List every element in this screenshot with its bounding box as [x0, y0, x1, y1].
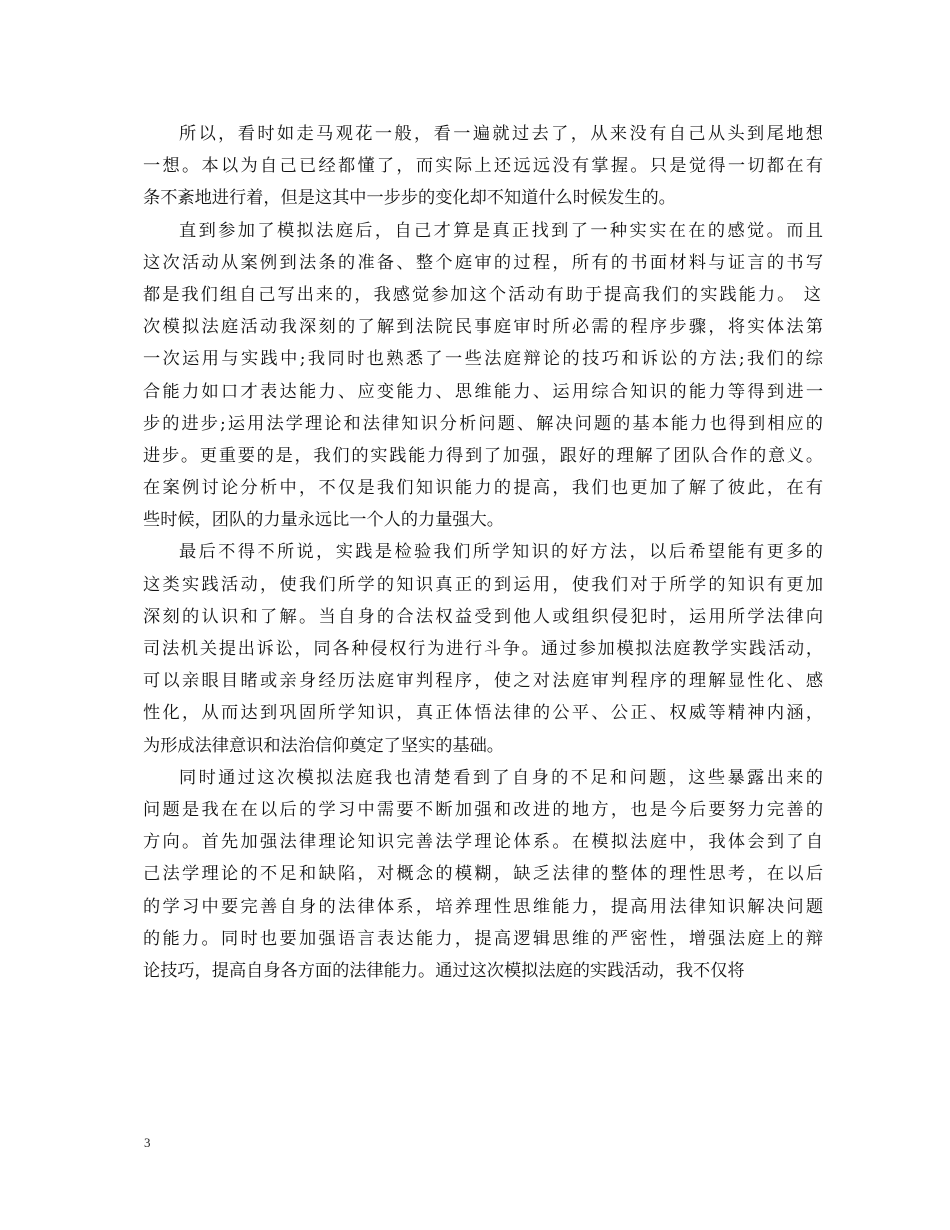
text-line: 一想。本以为自己已经都懂了，而实际上还远远没有掌握。只是觉得一切都在有 — [143, 156, 826, 177]
text-line: 些时候，团队的力量永远比一个人的力量强大。 — [143, 510, 504, 531]
text-line: 方向。首先加强法律理论知识完善法学理论体系。在模拟法庭中，我体会到了自 — [143, 832, 826, 853]
text-line: 为形成法律意识和法治信仰奠定了坚实的基础。 — [143, 735, 504, 756]
document-body — [143, 118, 826, 987]
text-line: 步的进步;运用法学理论和法律知识分析问题、解决问题的基本能力也得到相应的 — [143, 413, 826, 434]
text-line: 深刻的认识和了解。当自身的合法权益受到他人或组织侵犯时，运用所学法律向 — [143, 606, 826, 627]
text-line: 司法机关提出诉讼，同各种侵权行为进行斗争。通过参加模拟法庭教学实践活动， — [143, 639, 825, 659]
text-line: 性化，从而达到巩固所学知识，真正体悟法律的公平、公正、权威等精神内涵， — [143, 703, 826, 724]
text-line: 都是我们组自己写出来的，我感觉参加这个活动有助于提高我们的实践能力。 这 — [143, 284, 824, 305]
text-line: 己法学理论的不足和缺陷，对概念的模糊，缺乏法律的整体的理性思考，在以后 — [143, 864, 826, 885]
text-line: 这次活动从案例到法条的准备、整个庭审的过程，所有的书面材料与证言的书写 — [143, 252, 826, 273]
text-line: 一次运用与实践中;我同时也熟悉了一些法庭辩论的技巧和诉讼的方法;我们的综 — [143, 349, 826, 370]
paragraph-first-line: 直到参加了模拟法庭后，自己才算是真正找到了一种实实在在的感觉。而且 — [179, 220, 826, 241]
text-line: 在案例讨论分析中，不仅是我们知识能力的提高，我们也更加了解了彼此，在有 — [143, 478, 826, 499]
paragraph-first-line: 所以，看时如走马观花一般，看一遍就过去了，从来没有自己从头到尾地想 — [179, 124, 826, 144]
paragraph-first-line: 最后不得不所说，实践是检验我们所学知识的好方法，以后希望能有更多的 — [179, 542, 826, 563]
text-line: 问题是我在在以后的学习中需要不断加强和改进的地方，也是今后要努力完善的 — [143, 799, 826, 820]
text-line: 这类实践活动，使我们所学的知识真正的到运用，使我们对于所学的知识有更加 — [143, 574, 826, 595]
text-line: 的学习中要完善自身的法律体系，培养理性思维能力，提高用法律知识解决问题 — [143, 896, 826, 917]
text-line: 进步。更重要的是，我们的实践能力得到了加强，跟好的理解了团队合作的意义。 — [143, 445, 825, 466]
text-line: 条不紊地进行着，但是这其中一步步的变化却不知道什么时候发生的。 — [143, 188, 676, 209]
text-line: 可以亲眼目睹或亲身经历法庭审判程序，使之对法庭审判程序的理解显性化、感 — [143, 671, 826, 692]
paragraph-first-line: 同时通过这次模拟法庭我也清楚看到了自身的不足和问题，这些暴露出来的 — [179, 767, 826, 788]
page-number: 3 — [144, 1135, 151, 1150]
text-line: 论技巧，提高自身各方面的法律能力。通过这次模拟法庭的实践活动，我不仅将 — [143, 960, 745, 981]
text-line: 合能力如口才表达能力、应变能力、思维能力、运用综合知识的能力等得到进一 — [143, 381, 826, 402]
text-line: 次模拟法庭活动我深刻的了解到法院民事庭审时所必需的程序步骤，将实体法第 — [143, 317, 826, 338]
text-line: 的能力。同时也要加强语言表达能力，提高逻辑思维的严密性，增强法庭上的辩 — [143, 928, 826, 949]
